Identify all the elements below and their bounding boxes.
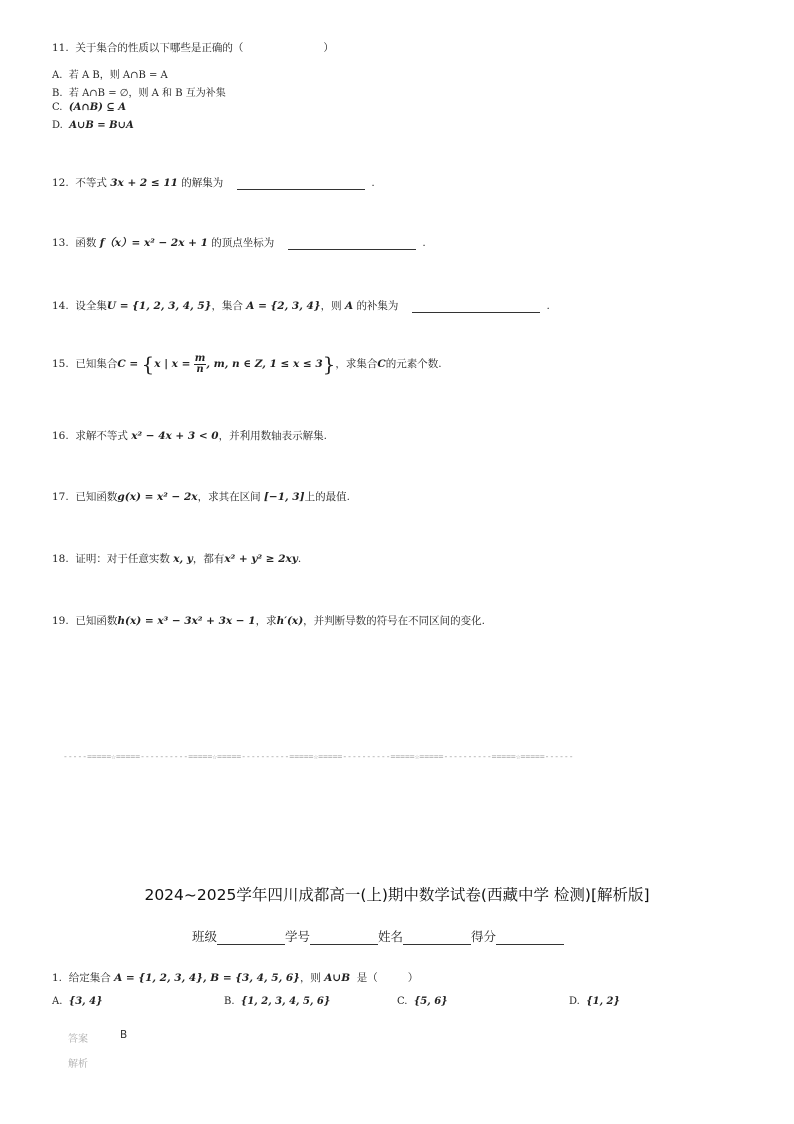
question-1-option-d: D. {1, 2} (569, 996, 620, 1007)
question-1-option-a: A. {3, 4} (52, 996, 103, 1007)
question-1-stem: 1. 给定集合 A = {1, 2, 3, 4}, B = {3, 4, 5, 6}，则 A∪B 是（ ） (52, 972, 419, 984)
answer-blank[interactable] (237, 178, 365, 190)
question-17: 17. 已知函数g(x) = x² − 2x，求其在区间 [−1, 3]上的最值. (52, 491, 350, 503)
question-1-option-b: B. {1, 2, 3, 4, 5, 6} (224, 996, 331, 1007)
question-15: 15. 已知集合C = {x | x = $\frac{m}{n}$ , m, n ∈ Z, 1 ≤ x ≤ 3}，求集合C的元素个数. (52, 352, 442, 376)
answer-blank[interactable] (412, 301, 540, 313)
question-19: 19. 已知函数h(x) = x³ − 3x² + 3x − 1，求h′(x)，并判断导数的符号在不同区间的变化. (52, 615, 486, 627)
score-field[interactable] (496, 932, 564, 945)
student-id-field[interactable] (310, 932, 378, 945)
answer-value: B (120, 1029, 128, 1041)
question-11-option-d: D. A∪B = B∪A (52, 120, 134, 131)
question-16: 16. 求解不等式 x² − 4x + 3 < 0，并利用数轴表示解集. (52, 430, 327, 442)
question-11-option-c: C. (A∩B) ⊆ A (52, 102, 126, 113)
student-info-line: 班级 学号 姓名 得分 (192, 927, 564, 945)
question-18: 18. 证明：对于任意实数 x, y，都有x² + y² ≥ 2xy. (52, 553, 302, 565)
question-1-option-c: C. {5, 6} (397, 996, 448, 1007)
answer-blank[interactable] (288, 238, 416, 250)
question-11-stem: 11. 关于集合的性质以下哪些是正确的（ ） (52, 42, 334, 54)
name-field[interactable] (403, 932, 471, 945)
question-14: 14. 设全集U = {1, 2, 3, 4, 5}，集合 A = {2, 3, 4}，则 A 的补集为 . (52, 300, 550, 312)
question-12: 12. 不等式 3x + 2 ≤ 11 的解集为 . (52, 177, 375, 189)
question-11-option-b: B. 若 A∩B = ∅，则 A 和 B 互为补集 (52, 88, 226, 99)
section-divider: -----=====☆=====----------=====☆=====----------=====☆=====----------=====☆=====----------=====☆=====------ (63, 752, 574, 761)
question-13: 13. 函数 f（x）= x² − 2x + 1 的顶点坐标为 . (52, 237, 426, 249)
analysis-label: 解析 (68, 1059, 88, 1070)
answer-label: 答案 (68, 1034, 88, 1045)
class-field[interactable] (217, 932, 285, 945)
page-title: 2024~2025学年四川成都高一(上)期中数学试卷(西藏中学 检测)[解析版] (144, 886, 650, 904)
question-11-option-a: A. 若 A B，则 A∩B = A (52, 70, 168, 81)
